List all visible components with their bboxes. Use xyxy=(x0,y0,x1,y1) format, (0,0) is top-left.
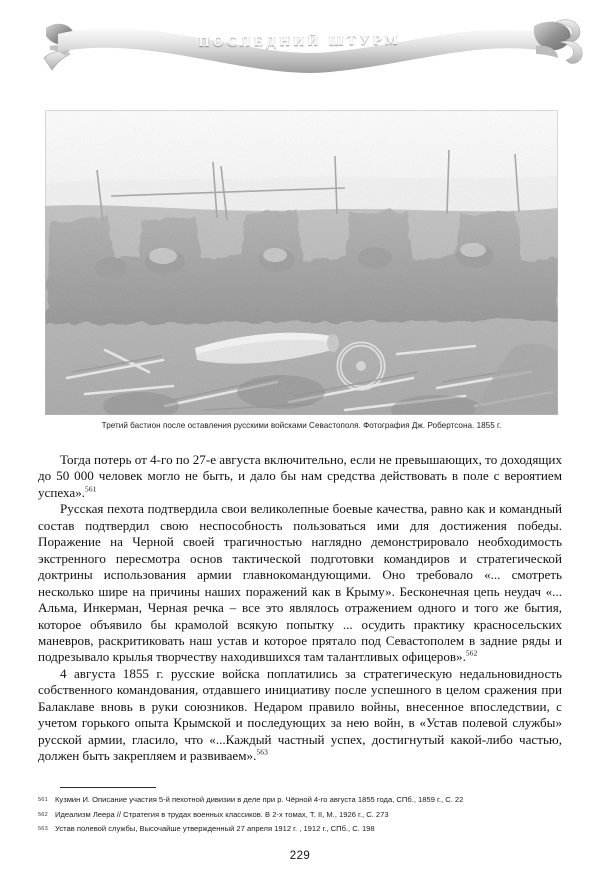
footnote-text: Устав полевой службы, Высочайше утвержденный 27 апреля 1912 г. , 1912 г., СПб., С. 198 xyxy=(55,824,375,834)
footnote-number: 562 xyxy=(38,811,48,818)
paragraph-text: 4 августа 1855 г. русские войска поплатились за стратегическую недальновидность собственного командования, отдавшего инициативу после успешного в целом сражения при Балаклаве вновь в руки союзников. Недаром правило войны, внесенное впоследствии, с учетом горького опыта Крымской и последующих за нею войн, в «Устав полевой службы» русской армии, гласило, что «...Каждый частный успех, достигнутый какой-либо частью, должен быть закрепляем и развиваем». xyxy=(38,665,562,764)
paragraph-text: Русская пехота подтвердила свои великолепные боевые качества, равно как и командный состав подтвердил свою неспособность пользоваться ими для достижения победы. Поражение на Черной своей трагичностью наглядно демонстрировало необходимость экстренного пересмотра основ тактической подготовки командиров и стратегической доктрины использования армии главнокомандующими. Оно требовало «... смотреть несколько шире на причины наших поражений как в Крыму». Бесконечная цепь неудач «... Альма, Инкерман, Черная речка – все это являлось отражением одного и того же бытия, которое объявило бы крамолой всякую попытку ... осудить практику красносельских маневров, раскритиковать наш устав и которое прятало под Севастополем в задние ряды и подрезывало крылья творчеству находившихся там талантливых офицеров». xyxy=(38,501,562,665)
footnote-item xyxy=(38,822,566,837)
page-number: 229 xyxy=(289,850,311,862)
paragraph-infantry xyxy=(38,501,562,666)
footnote-text: Идеализм Леера // Стратегия в трудах военных классиков. В 2-х томах, Т. II, М., 1926 г., С. 273 xyxy=(55,809,389,819)
paragraph-august xyxy=(38,666,562,765)
figure-caption: Третий бастион после оставления русскими войсками Севастополя. Фотография Дж. Робертсона. 1855 г. xyxy=(101,421,502,430)
footnote-list xyxy=(38,793,566,837)
ribbon-right-tail xyxy=(534,20,583,64)
ribbon-band xyxy=(58,28,540,73)
footnote-marker-563[interactable]: 563 xyxy=(256,747,269,757)
footnote-item xyxy=(38,808,566,823)
running-head-ribbon xyxy=(0,6,600,74)
footnote-number: 561 xyxy=(38,797,48,803)
paragraph-text: Тогда потерь от 4-го по 27-е августа включительно, если не превышающих, то доходящих до 50 000 человек могло не быть, и дало бы нам средства действовать в поле с вероятием успеха». xyxy=(38,452,562,500)
paragraph-losses xyxy=(38,452,562,501)
footnote-item xyxy=(38,793,566,808)
running-head-title: ПОСЛЕДНИЙ ШТУРМ xyxy=(198,31,402,50)
body-text-column xyxy=(38,452,562,765)
footnote-marker-561[interactable]: 561 xyxy=(85,484,97,494)
footnote-text: Кузмин И. Описание участия 5-й пехотной дивизии в деле при р. Чёрной 4-го августа 1855 года, СПб., 1859 г., С. 22 xyxy=(55,795,464,804)
footnote-separator-rule xyxy=(60,787,156,788)
footnote-marker-562[interactable]: 562 xyxy=(465,649,478,659)
photo-third-bastion-ruins xyxy=(45,110,558,415)
figure-photograph xyxy=(45,110,558,415)
footnote-number: 563 xyxy=(38,826,48,833)
